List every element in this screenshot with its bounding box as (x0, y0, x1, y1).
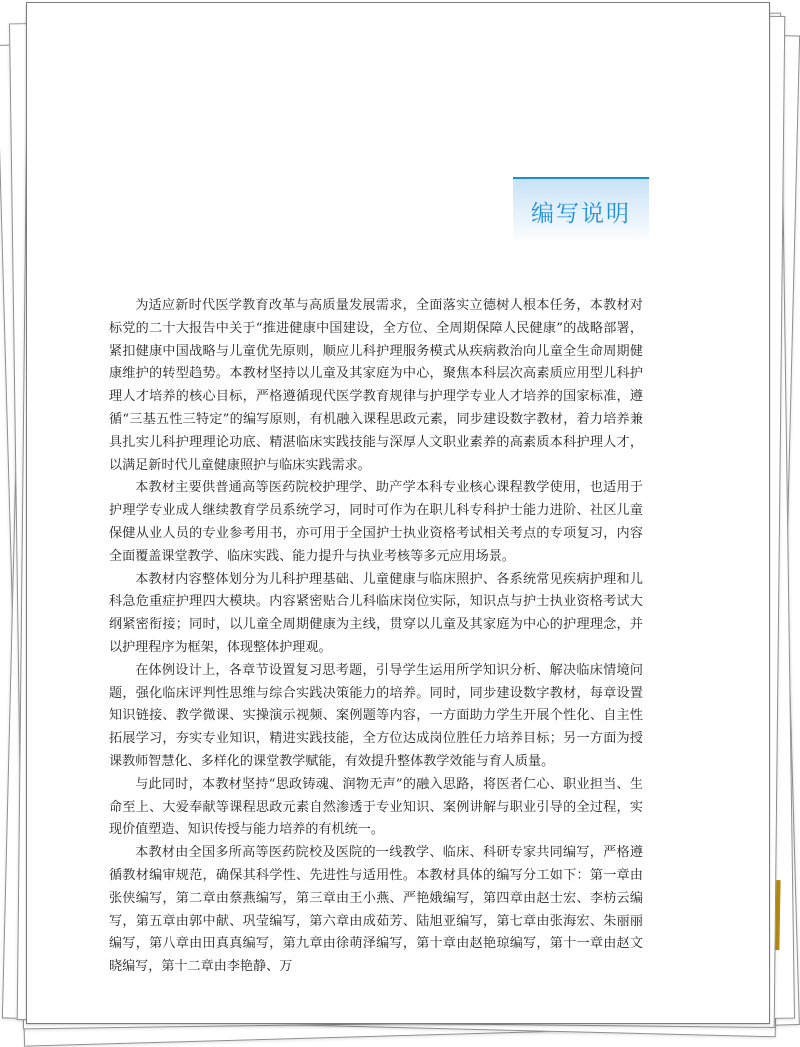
paragraph: 本教材内容整体划分为儿科护理基础、儿童健康与临床照护、各系统常见疾病护理和儿科急危重症护理四大模块。内容紧密贴合儿科临床岗位实际，知识点与护士执业资格考试大纲紧密衔接；同时，以儿童全周期健康为主线，贯穿以儿童及其家庭为中心的护理理念，并以护理程序为框架，体现整体护理观。 (109, 571, 643, 655)
paragraph: 为适应新时代医学教育改革与高质量发展需求，全面落实立德树人根本任务，本教材对标党的二十大报告中关于“推进健康中国建设，全方位、全周期保障人民健康”的战略部署，紧扣健康中国战略与儿童优先原则，顺应儿科护理服务模式从疾病救治向儿童全生命周期健康维护的转型趋势。本教材坚持以儿童及其家庭为中心，聚焦本科层次高素质应用型儿科护理人才培养的核心目标，严格遵循现代医学教育规律与护理学专业人才培养的国家标准，遵循“三基五性三特定”的编写原则，有机融入课程思政元素，同步建设数字教材，着力培养兼具扎实儿科护理理论功底、精湛临床实践技能与深厚人文职业素养的高素质本科护理人才，以满足新时代儿童健康照护与临床实践需求。 (109, 298, 643, 473)
paragraph: 在体例设计上，各章节设置复习思考题，引导学生运用所学知识分析、解决临床情境问题，强化临床评判性思维与综合实践决策能力的培养。同时，同步建设数字教材，每章设置知识链接、教学微课、实操演示视频、案例题等内容，一方面助力学生开展个性化、自主性拓展学习，夯实专业知识，精进实践技能，全方位达成岗位胜任力培养目标；另一方面为授课教师智慧化、多样化的课堂教学赋能，有效提升整体教学效能与育人质量。 (109, 662, 643, 769)
section-title: 编写说明 (531, 201, 631, 227)
body-text (109, 295, 643, 979)
section-heading-box (513, 177, 649, 245)
paragraph: 本教材由全国多所高等医药院校及医院的一线教学、临床、科研专家共同编写，严格遵循教材编审规范，确保其科学性、先进性与适用性。本教材具体的编写分工如下：第一章由张侠编写，第二章由蔡燕编写，第三章由王小燕、严艳娥编写，第四章由赵士宏、李枋云编写，第五章由郭中献、巩莹编写，第六章由成茹芳、陆旭亚编写，第七章由张海宏、朱丽丽编写，第八章由田真真编写，第九章由徐萌泽编写，第十章由赵艳琼编写，第十一章由赵文晓编写，第十二章由李艳静、万 (109, 845, 643, 975)
paragraph: 与此同时，本教材坚持“思政铸魂、润物无声”的融入思路，将医者仁心、职业担当、生命至上、大爱奉献等课程思政元素自然渗透于专业知识、案例讲解与职业引导的全过程，实现价值塑造、知识传授与能力培养的有机统一。 (109, 776, 643, 838)
paragraph: 本教材主要供普通高等医药院校护理学、助产学本科专业核心课程教学使用，也适用于护理学专业成人继续教育学员系统学习，同时可作为在职儿科专科护士能力进阶、社区儿童保健从业人员的专业参考用书，亦可用于全国护士执业资格考试相关考点的专项复习，内容全面覆盖课堂教学、临床实践、能力提升与执业考核等多元应用场景。 (109, 480, 643, 564)
document-page (26, 2, 770, 1024)
